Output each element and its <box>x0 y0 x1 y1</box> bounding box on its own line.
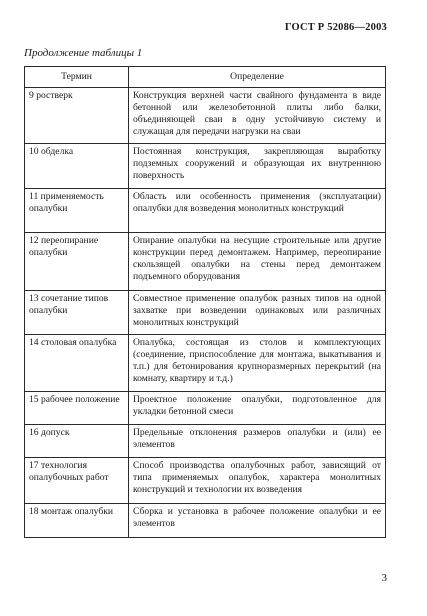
term-cell: 15 рабочее положение <box>25 392 129 425</box>
term-cell: 12 переопирание опалубки <box>25 233 129 291</box>
definition-cell: Конструкция верхней части свайного фундамента в виде бетонной или железобетонной плиты либо балки, объединяющей сваи в одну устойчивую систему и служащая для передачи нагрузки на сваи <box>129 88 386 144</box>
term-cell: 13 сочетание типов опалубки <box>25 291 129 335</box>
definition-cell: Опалубка, состоящая из столов и комплектующих (соединение, приспособление для монтажа, выкатывания и т.п.) для бетонирования крупноразмерных перекрытий (на комнату, квартиру и т.д.) <box>129 335 386 392</box>
table-row <box>25 458 386 504</box>
table-row <box>25 144 386 189</box>
table-row <box>25 88 386 144</box>
definition-cell: Способ производства опалубочных работ, зависящий от типа применяемых опалубок, характера монолитных конструкций и технологии их возведения <box>129 458 386 504</box>
definition-cell: Опирание опалубки на несущие строительные или другие конструкции перед демонтажем. Например, переопирание скользящей опалубки на стены перед демонтажем подъемного оборудования <box>129 233 386 291</box>
table-header-row <box>25 67 386 88</box>
table-row <box>25 504 386 538</box>
table-row <box>25 425 386 458</box>
table-row <box>25 189 386 233</box>
term-cell: 10 обделка <box>25 144 129 189</box>
term-cell: 16 допуск <box>25 425 129 458</box>
document-header: ГОСТ Р 52086—2003 <box>284 22 387 33</box>
definition-cell: Предельные отклонения размеров опалубки и (или) ее элементов <box>129 425 386 458</box>
definition-cell: Проектное положение опалубки, подготовленное для укладки бетонной смеси <box>129 392 386 425</box>
term-cell: 18 монтаж опалубки <box>25 504 129 538</box>
page-number: 3 <box>381 572 387 584</box>
term-cell: 14 столовая опалубка <box>25 335 129 392</box>
definition-cell: Совместное применение опалубок разных типов на одной захватке при возведении одинаковых или различных монолитных конструкций <box>129 291 386 335</box>
terms-table <box>24 66 386 538</box>
table-row <box>25 291 386 335</box>
definition-cell: Сборка и установка в рабочее положение опалубки и ее элементов <box>129 504 386 538</box>
column-header-definition: Определение <box>129 67 386 88</box>
term-cell: 9 ростверк <box>25 88 129 144</box>
term-cell: 11 применяемость опалубки <box>25 189 129 233</box>
term-cell: 17 технология опалубочных работ <box>25 458 129 504</box>
column-header-term: Термин <box>25 67 129 88</box>
table-row <box>25 392 386 425</box>
definition-cell: Постоянная конструкция, закрепляющая выработку подземных сооружений и образующая их внутреннюю поверхность <box>129 144 386 189</box>
definition-cell: Область или особенность применения (эксплуатации) опалубки для возведения монолитных конструкций <box>129 189 386 233</box>
table-row <box>25 335 386 392</box>
table-row <box>25 233 386 291</box>
table-caption: Продолжение таблицы 1 <box>24 47 143 59</box>
